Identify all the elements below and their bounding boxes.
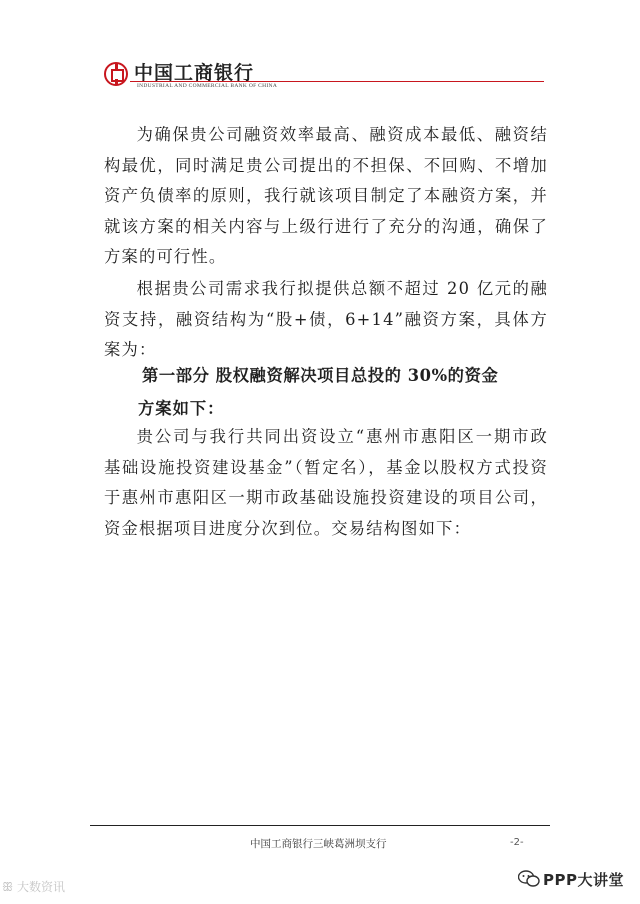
header-rule (130, 81, 544, 82)
page-number: -2- (510, 837, 524, 848)
watermark-right (518, 866, 624, 892)
bank-name: 中国工商银行 (134, 62, 255, 84)
wechat-icon (518, 870, 540, 888)
section-heading: 第一部分 股权融资解决项目总投的 30%的资金 (142, 366, 499, 385)
watermark-left: ꕥ 大数资讯 (2, 880, 65, 894)
sub-heading: 方案如下： (138, 399, 225, 418)
paragraph-intro: 为确保贵公司融资效率最高、融资成本最低、融资结构最优，同时满足贵公司提出的不担保、不回购、不增加资产负债率的原则，我行就该项目制定了本融资方案，并就该方案的相关内容与上级行进行了充分的沟通，确保了方案的可行性。 (104, 125, 548, 266)
icbc-logo-icon (104, 62, 128, 86)
footer-branch: 中国工商银行三峡葛洲坝支行 (250, 838, 387, 850)
paragraph-fund-setup: 贵公司与我行共同出资设立“惠州市惠阳区一期市政基础设施投资建设基金”（暂定名），基金以股权方式投资于惠州市惠阳区一期市政基础设施投资建设的项目公司，资金根据项目进度分次到位。交易结构图如下： (104, 427, 548, 538)
bank-name-english: INDUSTRIAL AND COMMERCIAL BANK OF CHINA (137, 83, 278, 89)
footer-rule (90, 825, 550, 826)
watermark-account-name: PPP大讲堂 (543, 870, 624, 889)
paragraph-financing-support: 根据贵公司需求我行拟提供总额不超过 20 亿元的融资支持，融资结构为“股+债，6+14”融资方案，具体方案为： (104, 279, 548, 359)
